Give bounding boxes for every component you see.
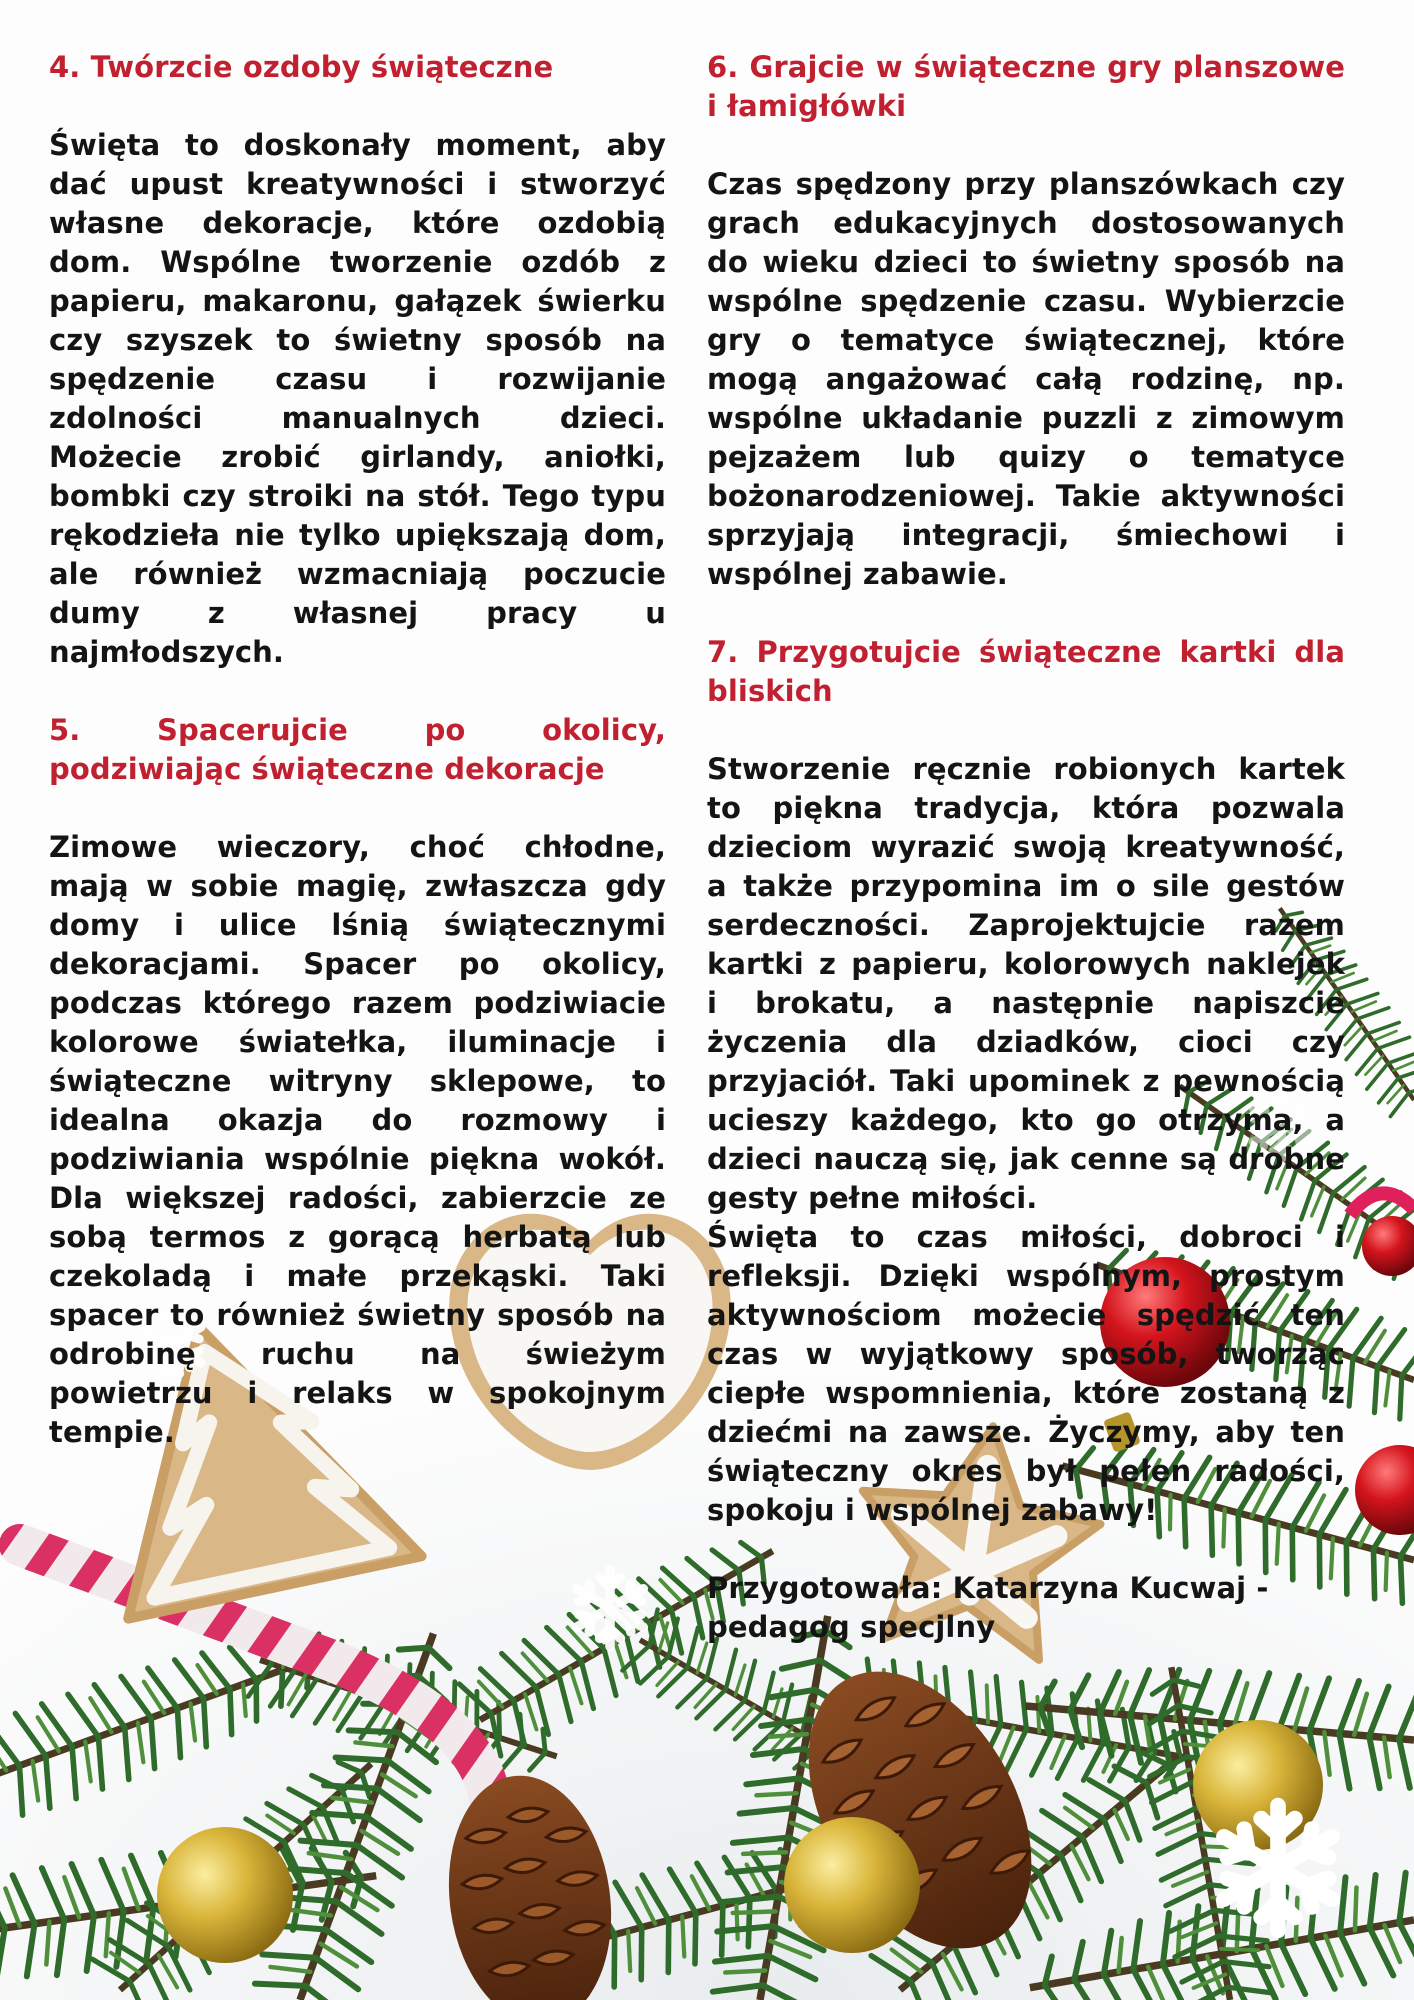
signature-line-2: pedagog specjlny [707, 1610, 996, 1644]
section-7-body: Stworzenie ręcznie robionych kartek to piękna tradycja, która pozwala dzieciom wyrazić swoją kreatywność, a także przypomina im o sile gestów serdeczności. Zaprojektujcie razem kartki z papieru, kolorowych naklejek i brokatu, a następnie napiszcie życzenia dla dziadków, cioci czy przyjaciół. Taki upominek z pewnością ucieszy każdego, kto go otrzyma, a dzieci nauczą się, jak cenne są drobne gesty pełne miłości. [707, 752, 1345, 1215]
section-4-heading: 4. Twórzcie ozdoby świąteczne [49, 50, 554, 84]
section-5-body: Zimowe wieczory, choć chłodne, mają w sobie magię, zwłaszcza gdy domy i ulice lśnią świątecznymi dekoracjami. Spacer po okolicy, podczas którego razem podziwiacie kolorowe światełka, iluminacje i świąteczne witryny sklepowe, to idealna okazja do rozmowy i podziwiania wspólnie piękna wokół. Dla większej radości, zabierzcie ze sobą termos z gorącą herbatą lub czekoladą i małe przekąski. Taki spacer to również świetny sposób na odrobinę ruchu na świeżym powietrzu i relaks w spokojnym tempie. [49, 830, 666, 1449]
author-signature [707, 1569, 1345, 1647]
section-5-heading: 5. Spacerujcie po okolicy, podziwiając świąteczne dekoracje [49, 713, 666, 786]
closing-paragraph: Święta to czas miłości, dobroci i refleksji. Dzięki wspólnym, prostym aktywnościom możecie spędzić ten czas w wyjątkowy sposób, tworząc ciepłe wspomnienia, które zostaną z dziećmi na zawsze. Życzymy, aby ten świąteczny okres był pełen radości, spokoju i wspólnej zabawy! [707, 1220, 1345, 1527]
right-column [707, 48, 1345, 1647]
section-6-heading: 6. Grajcie w świąteczne gry planszowe i łamigłówki [707, 50, 1345, 123]
left-column [49, 48, 666, 1491]
section-4-body: Święta to doskonały moment, aby dać upust kreatywności i stworzyć własne dekoracje, które ozdobią dom. Wspólne tworzenie ozdób z papieru, makaronu, gałązek świerku czy szyszek to świetny sposób na spędzenie czasu i rozwijanie zdolności manualnych dzieci. Możecie zrobić girlandy, aniołki, bombki czy stroiki na stół. Tego typu rękodzieła nie tylko upiększają dom, ale również wzmacniają poczucie dumy z własnej pracy u najmłodszych. [49, 128, 666, 669]
section-7-heading: 7. Przygotujcie świąteczne kartki dla bliskich [707, 635, 1345, 708]
signature-line-1: Przygotowała: Katarzyna Kucwaj - [707, 1571, 1269, 1605]
section-6-body: Czas spędzony przy planszówkach czy grach edukacyjnych dostosowanych do wieku dzieci to świetny sposób na wspólne spędzenie czasu. Wybierzcie gry o tematyce świątecznej, które mogą angażować całą rodzinę, np. wspólne układanie puzzli z zimowym pejzażem lub quizy o tematyce bożonarodzeniowej. Takie aktywności sprzyjają integracji, śmiechowi i wspólnej zabawie. [707, 167, 1345, 591]
